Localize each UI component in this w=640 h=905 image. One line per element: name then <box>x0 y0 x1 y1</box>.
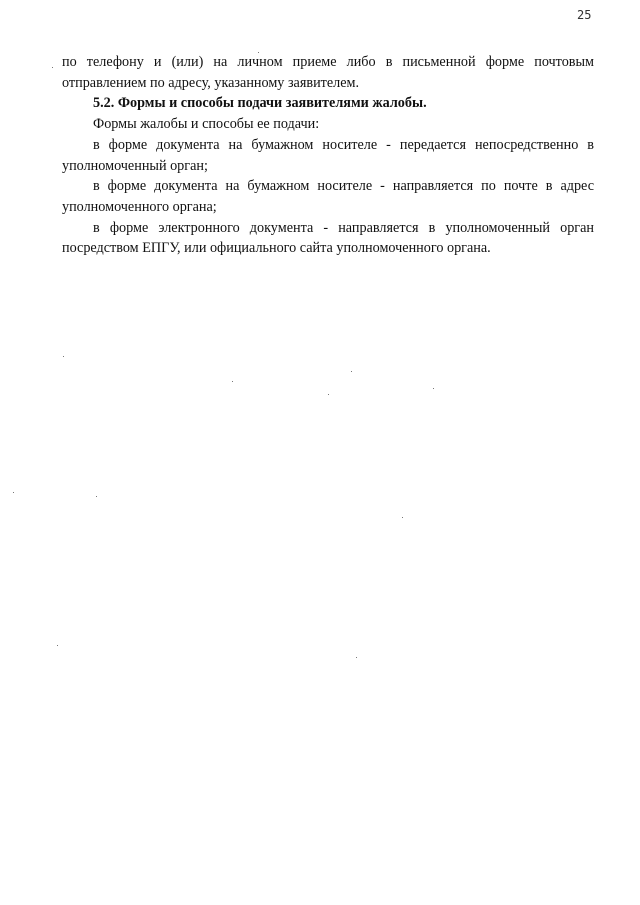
paragraph-paper-direct: в форме документа на бумажном носителе - передается непосредственно в уполномоченный орган; <box>62 136 594 174</box>
page-number: 25 <box>577 8 592 22</box>
scan-speck <box>258 52 259 53</box>
paragraph-paper-mail: в форме документа на бумажном носителе - направляется по почте в адрес уполномоченного органа; <box>62 178 594 215</box>
scan-speck <box>96 496 97 497</box>
document-body <box>62 52 594 259</box>
paragraph-forms-intro: Формы жалобы и способы ее подачи: <box>93 116 320 133</box>
paragraph-electronic: в форме электронного документа - направляется в уполномоченный орган посредством ЕПГУ, или официального сайта уполномоченного органа. <box>62 219 594 257</box>
scan-speck <box>328 394 329 395</box>
scan-speck <box>63 356 64 357</box>
scan-speck <box>232 381 233 382</box>
scan-speck <box>433 388 434 389</box>
paragraph-continuation: по телефону и (или) на личном приеме либо в письменной форме почтовым отправлением по адресу, указанному заявителем. <box>62 54 594 91</box>
scan-speck <box>52 67 53 68</box>
section-heading: 5.2. Формы и способы подачи заявителями жалобы. <box>93 95 427 112</box>
scan-speck <box>402 517 403 518</box>
scan-speck <box>57 645 58 646</box>
scan-speck <box>13 492 14 493</box>
scan-speck <box>351 371 352 372</box>
scan-speck <box>356 657 357 658</box>
